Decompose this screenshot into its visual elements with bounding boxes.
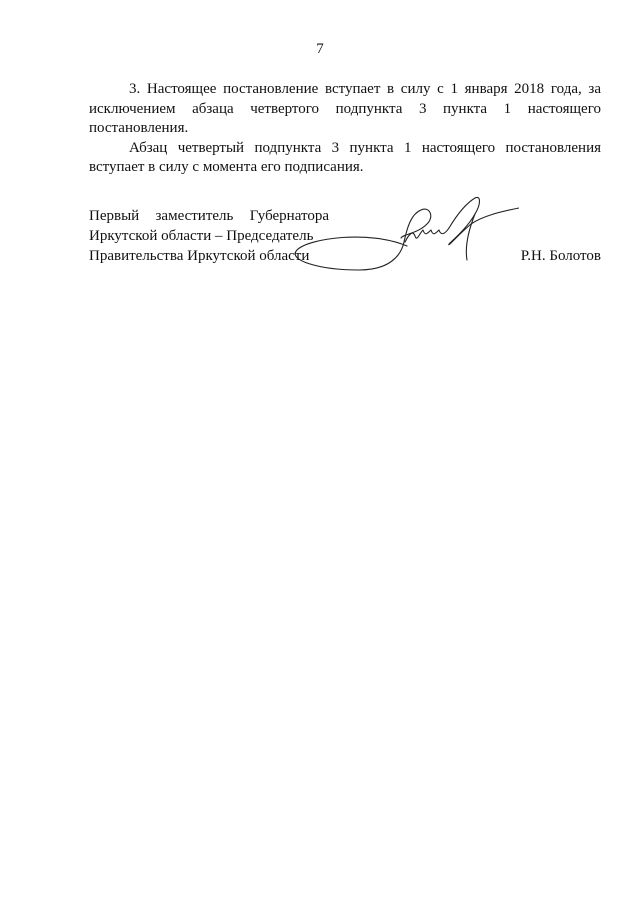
document-body <box>89 80 601 178</box>
signatory-title-line: Иркутской области – Председатель <box>89 228 314 244</box>
signature-block <box>89 206 601 286</box>
paragraph-effective-date: 3. Настоящее постановление вступает в силу с 1 января 2018 года, за исключением абзаца четвертого подпункта 3 пункта 1 настоящего постановления. <box>89 81 601 136</box>
paragraph-exception: Абзац четвертый подпункта 3 пункта 1 настоящего постановления вступает в силу с момента его подписания. <box>89 139 601 175</box>
signatory-name: Р.Н. Болотов <box>520 248 601 264</box>
signatory-title-line: Первый заместитель Губернатора <box>89 208 329 224</box>
handwritten-signature <box>289 194 519 294</box>
page-number: 7 <box>316 41 324 57</box>
signatory-title-line: Правительства Иркутской области <box>89 248 310 264</box>
